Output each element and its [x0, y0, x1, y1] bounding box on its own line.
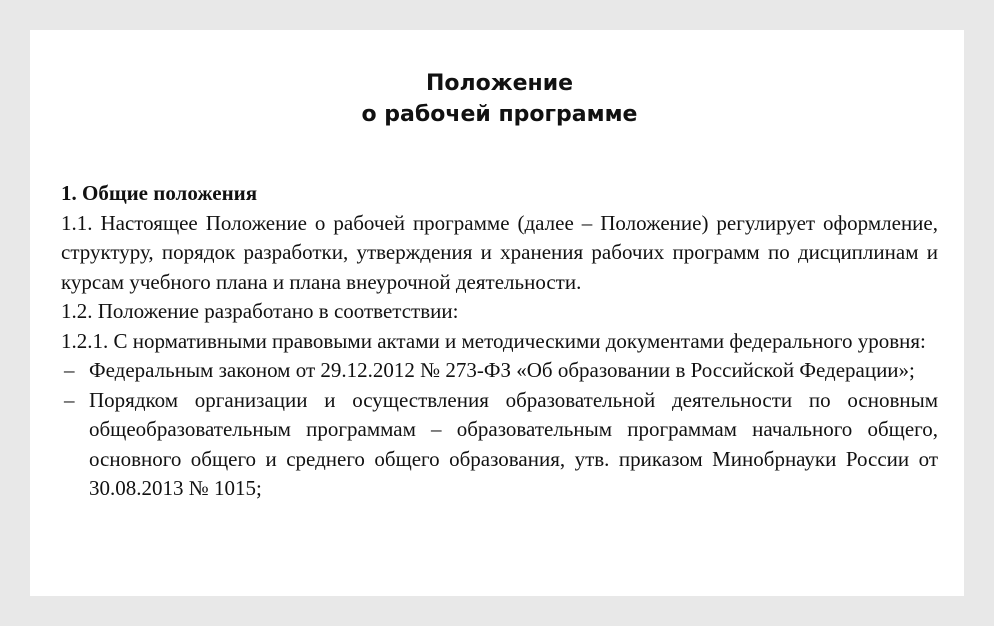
list-item	[61, 386, 938, 504]
list-dash: –	[64, 358, 75, 382]
document-title	[61, 68, 938, 130]
list-item-text: Порядком организации и осуществления образовательной деятельности по основным общеобразовательным программам – образовательным программам начального общего, основного общего и среднего общего образования, утв. приказом Минобрнауки России от 30.08.2013 № 1015;	[89, 387, 938, 500]
title-line-1: Положение	[425, 71, 574, 96]
paragraph-1-2: 1.2. Положение разработано в соответствии:	[61, 299, 459, 323]
bullet-list	[61, 356, 938, 504]
list-item-text: Федеральным законом от 29.12.2012 № 273-ФЗ «Об образовании в Российской Федерации»;	[89, 358, 915, 382]
list-dash: –	[64, 387, 75, 412]
document-page	[30, 30, 964, 596]
paragraph-1-1: 1.1. Настоящее Положение о рабочей программе (далее – Положение) регулирует оформление, структуру, порядок разработки, утверждения и хранения рабочих программ по дисциплинам и курсам учебного плана и плана внеурочной деятельности.	[61, 210, 938, 294]
section-heading: 1. Общие положения	[61, 181, 258, 205]
list-item	[61, 356, 938, 386]
document-body	[61, 179, 938, 504]
paragraph-1-2-1: 1.2.1. С нормативными правовыми актами и методическими документами федерального уровня:	[61, 328, 926, 353]
title-line-2: о рабочей программе	[361, 102, 638, 127]
